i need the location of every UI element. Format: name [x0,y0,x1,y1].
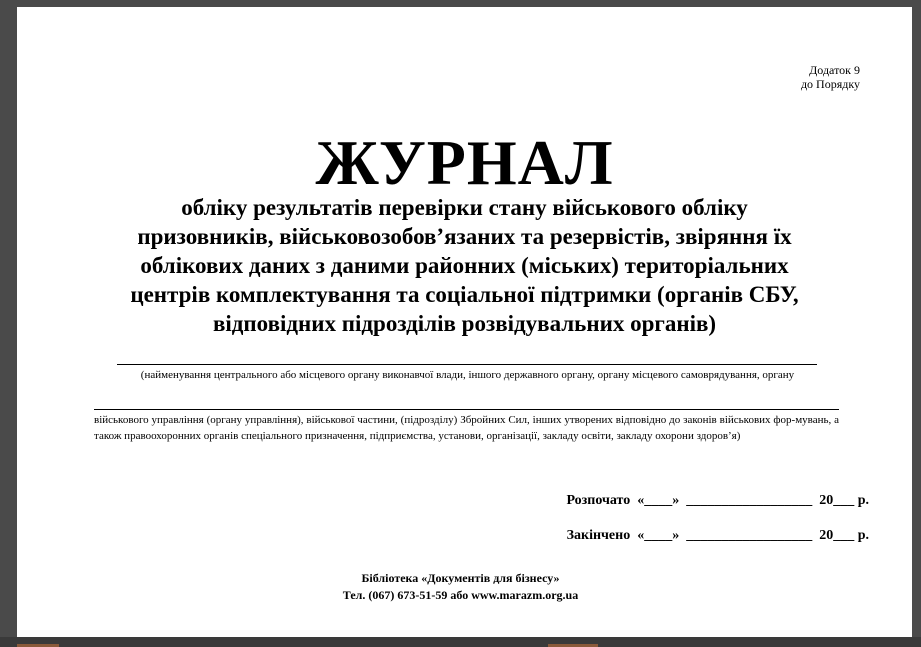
organization-name-line-1 [117,364,817,365]
subtitle-line-2: призовників, військовозобов’язаних та резервістів, звіряння їх [137,224,792,249]
appendix-line-2: до Порядку [800,77,860,91]
document-subtitle [77,193,852,338]
organization-caption-1: (найменування центрального або місцевого органу виконавчої влади, іншого державного органу, органу місцевого самоврядування, органу [140,369,795,381]
subtitle-line-1: обліку результатів перевірки стану військового обліку [181,195,748,220]
subtitle-line-3: облікових даних з даними районних (міських) територіальних [140,253,789,278]
finished-date-row: Закінчено «____» __________________ 20___ р. [566,528,869,543]
organization-caption-2: військового управління (органу управління), військової частини, (підрозділу) Збройних Сил, інших утворених відповідно до законів військових фор-мувань, а також правоохоронних органів спеціального призначення, підприємства, установи, організації, закладу освіти, закладу охорони здоров’я) [94,414,839,442]
library-contacts: Тел. (067) 673-51-59 або www.marazm.org.ua [342,588,579,602]
library-footer [0,570,921,604]
appendix-line-1: Додаток 9 [809,63,860,77]
subtitle-line-5: відповідних підрозділів розвідувальних органів) [212,311,717,336]
library-name: Бібліотека «Документів для бізнесу» [361,571,560,585]
organization-name-line-2 [94,409,839,410]
document-title: ЖУРНАЛ [315,127,614,198]
viewer-bottom-strip [0,637,921,647]
started-date-row: Розпочато «____» __________________ 20___ р. [566,493,869,508]
subtitle-line-4: центрів комплектування та соціальної підтримки (органів СБУ, [130,282,799,307]
appendix-note [801,63,860,91]
